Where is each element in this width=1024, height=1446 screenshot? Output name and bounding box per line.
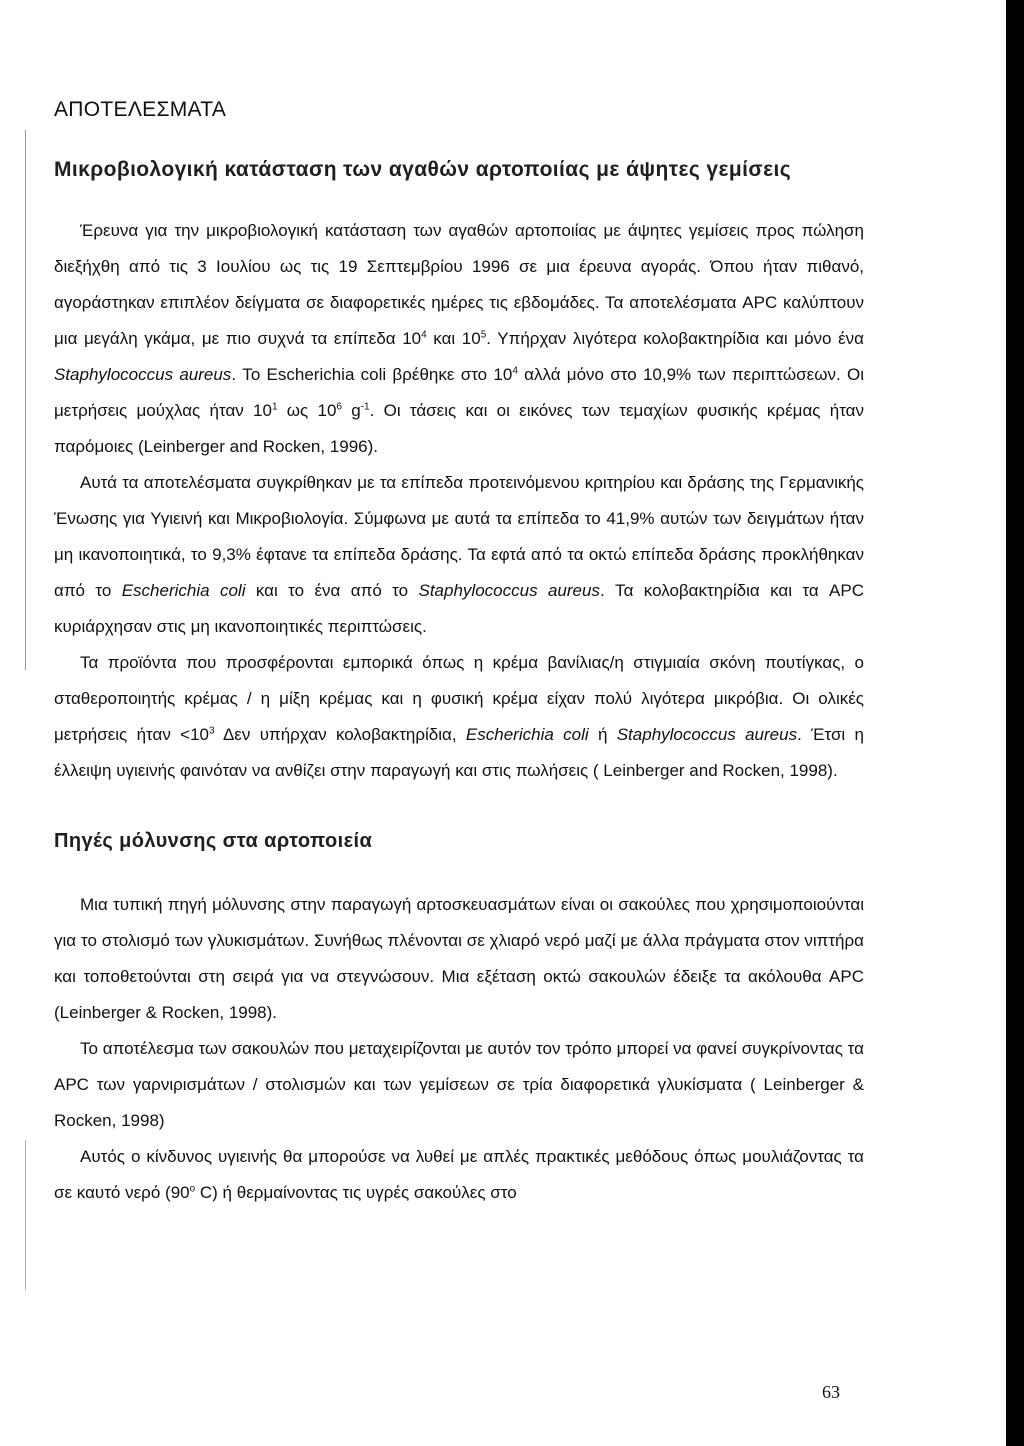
species-escherichia: Escherichia coli — [121, 581, 246, 600]
sources-heading: Πηγές μόλυνσης στα αρτοποιεία — [54, 830, 373, 852]
species-staphylococcus: Staphylococcus aureus — [616, 725, 798, 744]
microbiology-heading: Μικροβιολογική κατάσταση των αγαθών αρτοποιίας με άψητες γεμίσεις — [54, 158, 792, 181]
paragraph-commercial-products: Τα προϊόντα που προσφέρονται εμπορικά όπως η κρέμα βανίλιας/η στιγμιαία σκόνη πουτίγκας, ο σταθεροποιητής κρέμας / η μίξη κρέμας και η φυσική κρέμα είχαν πολύ λιγότερα μικρόβια. Οι ολικές μετρήσεις $ή\tau\alpha\nu <10^3$ Δεν υπήρχαν κολοβακτηρίδια, Escherichia coli ή Staphylococcus aureus. Έτσι η έλλειψη υγιεινής φαινόταν να ανθίζει στην παραγωγή και στις πωλήσεις ( Leinberger and Rocken, 1998). — [54, 653, 864, 780]
paragraph-comparison: Αυτά τα αποτελέσματα συγκρίθηκαν με τα επίπεδα προτεινόμενου κριτηρίου και δράσης της Γερμανικής Ένωσης για Υγιεινή και Μικροβιολογία. Σύμφωνα με αυτά τα επίπεδα το 41,9% αυτών των δειγμάτων ήταν μη ικανοποιητικά, το 9,3% έφτανε τα επίπεδα δράσης. Τα εφτά από τα οκτώ επίπεδα δράσης προκλήθηκαν από το Escherichia coli και το ένα από το Staphylococcus aureus. Τα κολοβακτηρίδια και τα APC κυριάρχησαν στις μη ικανοποιητικές περιπτώσεις. — [54, 473, 865, 636]
paragraph-hygiene-solution: Αυτός ο κίνδυνος υγιεινής θα μπορούσε να λυθεί με απλές πρακτικές μεθόδους όπως μουλιάζοντας τα σε καυτό νερό (90$^o$ C) ή θερμαίνοντας τις υγρές σακούλες στο — [54, 1147, 864, 1202]
page-number: 63 — [822, 1382, 840, 1402]
page-content — [54, 98, 864, 1211]
species-staphylococcus: Staphylococcus aureus — [54, 365, 232, 384]
species-staphylococcus: Staphylococcus aureus — [418, 581, 600, 600]
results-heading: ΑΠΟΤΕΛΕΣΜΑΤΑ — [54, 98, 227, 121]
scan-margin-line — [25, 130, 26, 670]
paragraph-bag-effect: Το αποτέλεσμα των σακουλών που μεταχειρίζονται με αυτόν τον τρόπο μπορεί να φανεί συγκρίνοντας τα APC των γαρνιρισμάτων / στολισμών και των γεμίσεων σε τρία διαφορετικά γλυκίσματα ( Leinberger & Rocken, 1998) — [54, 1039, 864, 1130]
species-escherichia: Escherichia coli — [465, 725, 589, 744]
paragraph-survey: Έρευνα για την μικροβιολογική κατάσταση των αγαθών αρτοποιίας με άψητες γεμίσεις προς πώληση διεξήχθη από τις 3 Ιουλίου ως τις 19 Σεπτεμβρίου 1996 σε μια έρευνα αγοράς. Όπου ήταν πιθανό, αγοράστηκαν επιπλέον δείγματα σε διαφορετικές ημέρες τις εβδομάδες. Τα αποτελέσματα APC καλύπτουν μια μεγάλη γκάμα, με πιο συχνά τα επίπεδα $10^4$ και $10^5$. Υπήρχαν λιγότερα κολοβακτηρίδια και μόνο ένα Staphylococcus aureus. Το Escherichia coli βρέθηκε στο $10^4$ αλλά μόνο στο 10,9% των περιπτώσεων. Οι μετρήσεις μούχλας ήταν $10^1$ ως $10^6$ $g^{-1}$. Οι τάσεις και οι εικόνες των τεμαχίων φυσικής κρέμας ήταν παρόμοιες (Leinberger and Rocken, 1996). — [54, 221, 864, 456]
scan-margin-line-lower — [25, 1140, 26, 1290]
paragraph-piping-bags: Μια τυπική πηγή μόλυνσης στην παραγωγή αρτοσκευασμάτων είναι οι σακούλες που χρησιμοποιούνται για το στολισμό των γλυκισμάτων. Συνήθως πλένονται σε χλιαρό νερό μαζί με άλλα πράγματα στον νιπτήρα και τοποθετούνται στη σειρά για να στεγνώσουν. Μια εξέταση οκτώ σακουλών έδειξε τα ακόλουθα APC (Leinberger & Rocken, 1998). — [54, 895, 864, 1022]
